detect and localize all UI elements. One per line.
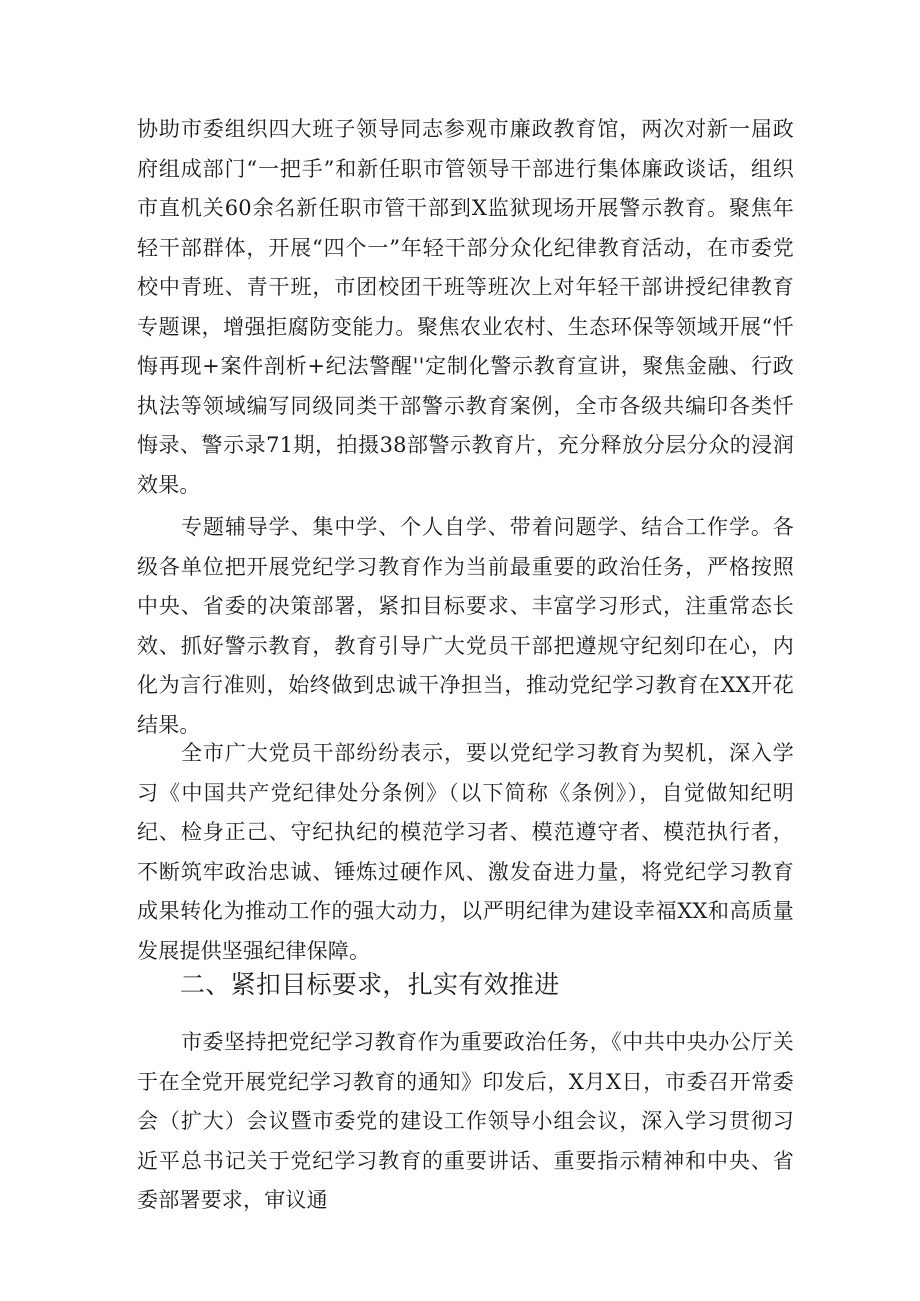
body-paragraph-cadre-response: 全市广大党员干部纷纷表示，要以党纪学习教育为契机，深入学习《中国共产党纪律处分条例》（以下简称《条例》），自觉做知纪明纪、检身正己、守纪执纪的模范学习者、模范遵守者、模范执行者，不断筑牢政治忠诚、锤炼过硬作风、激发奋进力量，将党纪学习教育成果转化为推动工作的强大动力，以严明纪律为建设幸福XX和高质量发展提供坚强纪律保障。: [137, 741, 794, 963]
body-paragraph-committee-meeting: 市委坚持把党纪学习教育作为重要政治任务，《中共中央办公厅关于在全党开展党纪学习教育的通知》印发后，X月X日，市委召开常委会（扩大）会议暨市委党的建设工作领导小组会议，深入学习贯彻习近平总书记关于党纪学习教育的重要讲话、重要指示精神和中央、省委部署要求，审议通: [137, 1030, 794, 1212]
body-paragraph-warning-education: 协助市委组织四大班子领导同志参观市廉政教育馆，两次对新一届政府组成部门“一把手”和新任职市管领导干部进行集体廉政谈话，组织市直机关60余名新任职市管干部到X监狱现场开展警示教育。聚焦年轻干部群体，开展“四个一”年轻干部分众化纪律教育活动，在市委党校中青班、青干班，市团校团干班等班次上对年轻干部讲授纪律教育专题课，增强拒腐防变能力。聚焦农业农村、生态环保等领域开展“忏悔再现+案件剖析+纪法警醒''定制化警示教育宣讲，聚焦金融、行政执法等领域编写同级同类干部警示教育案例，全市各级共编印各类忏悔录、警示录71期，拍摄38部警示教育片，充分释放分层分众的浸润效果。: [137, 117, 794, 497]
body-paragraph-study-forms: 专题辅导学、集中学、个人自学、带着问题学、结合工作学。各级各单位把开展党纪学习教育作为当前最重要的政治任务，严格按照中央、省委的决策部署，紧扣目标要求、丰富学习形式，注重常态长效、抓好警示教育，教育引导广大党员干部把遵规守纪刻印在心，内化为言行准则，始终做到忠诚干净担当，推动党纪学习教育在XX开花结果。: [137, 515, 794, 737]
section-heading: 二、紧扣目标要求，扎实有效推进: [180, 970, 560, 999]
